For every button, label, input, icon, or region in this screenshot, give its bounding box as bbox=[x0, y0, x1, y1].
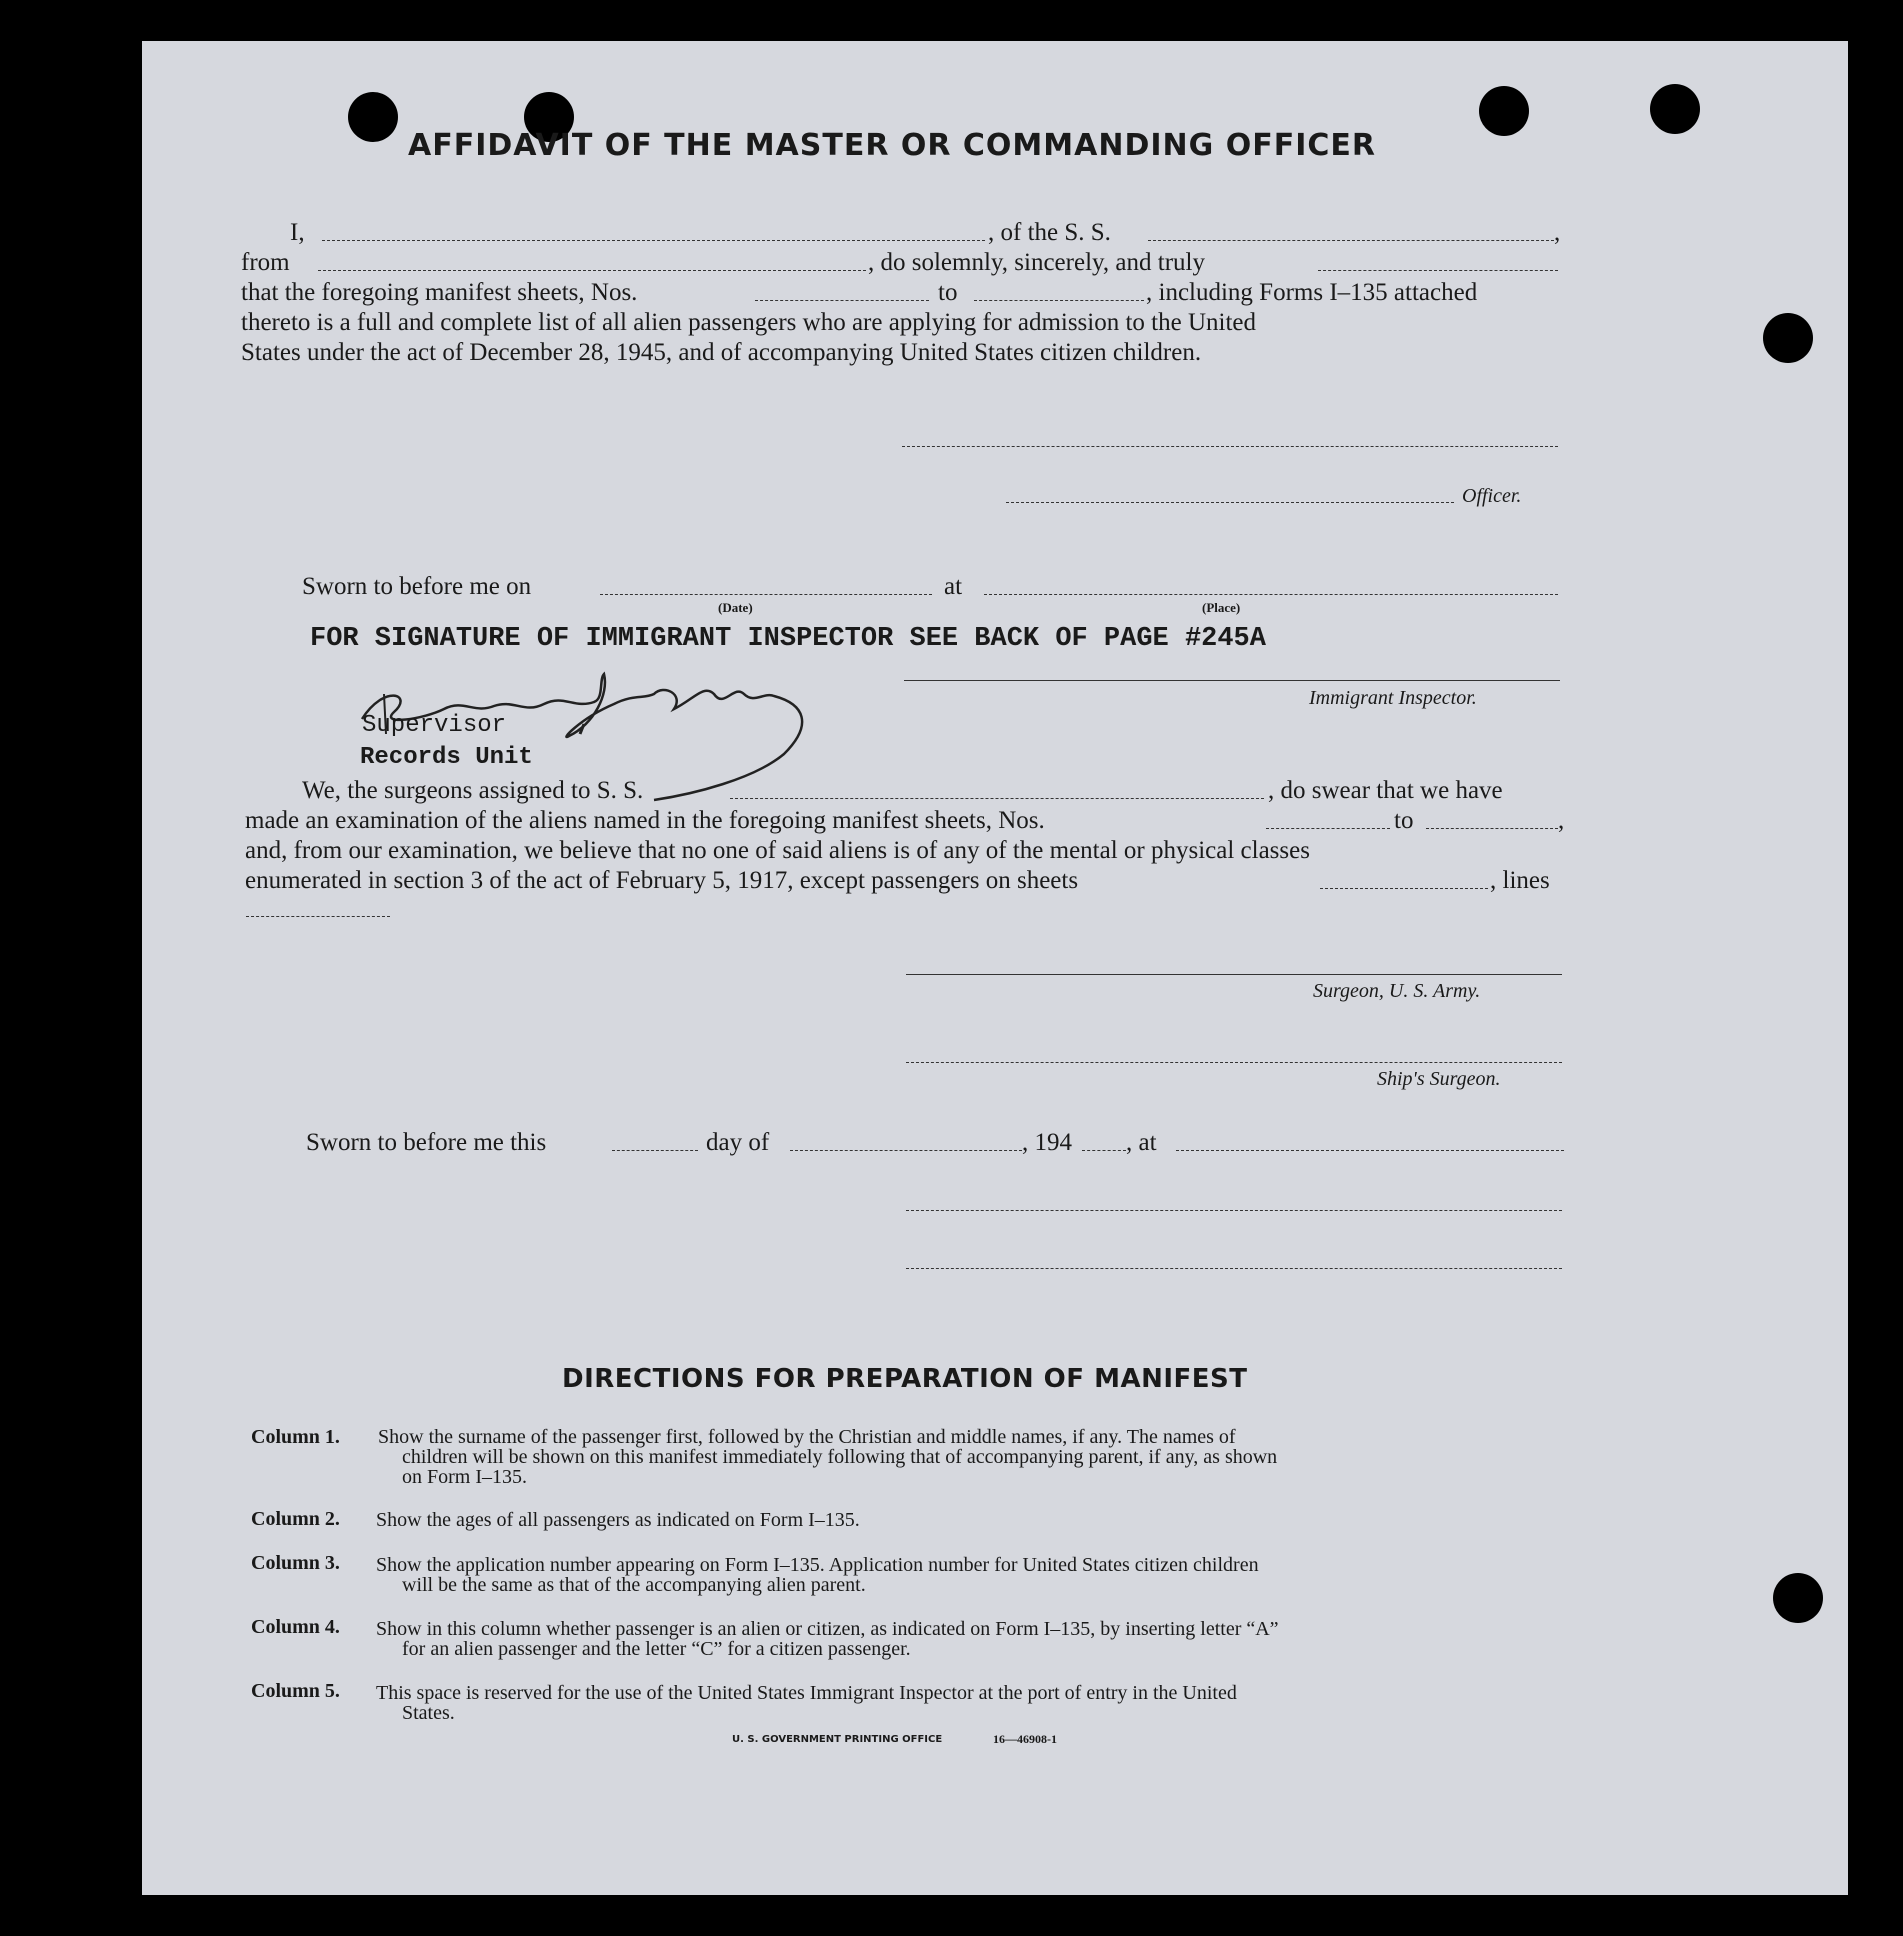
oath-field[interactable] bbox=[1318, 270, 1558, 271]
sworn1-text-b: at bbox=[944, 573, 963, 600]
master-line-5: States under the act of December 28, 1945, and of accompanying United States citizen children. bbox=[241, 339, 1202, 366]
except-lines-field[interactable] bbox=[246, 916, 390, 917]
surgeons-line-1b: , do swear that we have bbox=[1268, 777, 1503, 804]
surgeons-line-2b: to bbox=[1394, 807, 1414, 834]
date-caption: (Date) bbox=[718, 600, 753, 615]
army-surgeon-caption: Surgeon, U. S. Army. bbox=[1313, 980, 1481, 1002]
typed-title-records-unit: Records Unit bbox=[360, 744, 533, 771]
sheet-from-field[interactable] bbox=[755, 300, 929, 301]
column-4-line-1: Show in this column whether passenger is an alien or citizen, as indicated on Form I–135, by inserting letter “A” bbox=[376, 1618, 1279, 1640]
surgeons-sheet-to-field[interactable] bbox=[1426, 828, 1558, 829]
sworn1-text-a: Sworn to before me on bbox=[302, 573, 532, 600]
punch-hole-5 bbox=[1763, 313, 1813, 363]
typed-title-supervisor: Supervisor bbox=[362, 712, 507, 739]
sworn2-text-d: , at bbox=[1126, 1129, 1157, 1156]
sworn2-signature-line-2[interactable] bbox=[906, 1268, 1562, 1269]
master-line-2a: from bbox=[241, 249, 290, 276]
master-name-field[interactable] bbox=[322, 240, 985, 241]
column-3-line-2: will be the same as that of the accompanying alien parent. bbox=[402, 1574, 866, 1596]
place-caption: (Place) bbox=[1202, 600, 1241, 615]
master-signature-line[interactable] bbox=[902, 446, 1558, 447]
surgeons-line-2c: , bbox=[1558, 807, 1565, 834]
surgeons-line-1a: We, the surgeons assigned to S. S. bbox=[302, 777, 644, 804]
column-1-label: Column 1. bbox=[251, 1426, 340, 1448]
surgeons-sheet-from-field[interactable] bbox=[1266, 828, 1390, 829]
ship-surgeon-caption: Ship's Surgeon. bbox=[1377, 1068, 1501, 1090]
column-4-line-2: for an alien passenger and the letter “C” for a citizen passenger. bbox=[402, 1638, 911, 1660]
ship-name-field[interactable] bbox=[1148, 240, 1554, 241]
column-1-line-1: Show the surname of the passenger first, followed by the Christian and middle names, if any. The names of bbox=[378, 1426, 1236, 1448]
ship-surgeon-signature-line[interactable] bbox=[906, 1062, 1562, 1063]
punch-hole-1 bbox=[348, 92, 398, 142]
sworn2-text-b: day of bbox=[706, 1129, 770, 1156]
surgeons-line-3: and, from our examination, we believe that no one of said aliens is of any of the mental or physical classes bbox=[245, 837, 1310, 864]
inspector-caption: Immigrant Inspector. bbox=[1309, 687, 1477, 709]
surgeons-line-2a: made an examination of the aliens named in the foregoing manifest sheets, Nos. bbox=[245, 807, 1045, 834]
surgeons-line-4a: enumerated in section 3 of the act of February 5, 1917, except passengers on sheets bbox=[245, 867, 1079, 894]
column-2-line-1: Show the ages of all passengers as indicated on Form I–135. bbox=[376, 1509, 860, 1531]
directions-title: DIRECTIONS FOR PREPARATION OF MANIFEST bbox=[562, 1364, 1248, 1394]
punch-hole-6 bbox=[1773, 1573, 1823, 1623]
column-1-line-2: children will be shown on this manifest immediately following that of accompanying parent, if any, as shown bbox=[402, 1446, 1278, 1468]
sworn2-text-a: Sworn to before me this bbox=[306, 1129, 547, 1156]
sworn2-signature-line-1[interactable] bbox=[906, 1210, 1562, 1211]
column-3-line-1: Show the application number appearing on Form I–135. Application number for United States citizen children bbox=[376, 1554, 1259, 1576]
sworn1-place-field[interactable] bbox=[984, 594, 1558, 595]
master-line-1c: , bbox=[1554, 219, 1561, 246]
port-from-field[interactable] bbox=[318, 270, 866, 271]
inspector-stamp: FOR SIGNATURE OF IMMIGRANT INSPECTOR SEE BACK OF PAGE #245A bbox=[310, 624, 1266, 654]
column-5-label: Column 5. bbox=[251, 1680, 340, 1702]
sworn2-month-field[interactable] bbox=[790, 1150, 1022, 1151]
form-title: AFFIDAVIT OF THE MASTER OR COMMANDING OFFICER bbox=[408, 128, 1376, 163]
surgeons-line-4b: , lines bbox=[1490, 867, 1550, 894]
master-line-1b: , of the S. S. bbox=[988, 219, 1111, 246]
officer-signature-line[interactable] bbox=[1006, 502, 1454, 503]
column-3-label: Column 3. bbox=[251, 1552, 340, 1574]
form-code: 16—46908-1 bbox=[993, 1732, 1057, 1746]
army-surgeon-signature-line[interactable] bbox=[906, 974, 1562, 975]
column-4-label: Column 4. bbox=[251, 1616, 340, 1638]
sworn2-day-field[interactable] bbox=[612, 1150, 698, 1151]
master-line-3b: to bbox=[938, 279, 958, 306]
column-1-line-3: on Form I–135. bbox=[402, 1466, 527, 1488]
master-line-1a: I, bbox=[290, 219, 305, 246]
master-line-3c: , including Forms I–135 attached bbox=[1146, 279, 1478, 306]
punch-hole-3 bbox=[1479, 86, 1529, 136]
column-5-line-1: This space is reserved for the use of the United States Immigrant Inspector at the port of entry in the United bbox=[376, 1682, 1237, 1704]
master-line-2b: , do solemnly, sincerely, and truly bbox=[868, 249, 1205, 276]
sworn2-year-field[interactable] bbox=[1082, 1150, 1126, 1151]
column-2-label: Column 2. bbox=[251, 1508, 340, 1530]
except-sheets-field[interactable] bbox=[1320, 888, 1488, 889]
master-line-3a: that the foregoing manifest sheets, Nos. bbox=[241, 279, 638, 306]
sworn2-place-field[interactable] bbox=[1176, 1150, 1564, 1151]
master-line-4: thereto is a full and complete list of all alien passengers who are applying for admission to the United bbox=[241, 309, 1257, 336]
printer-imprint: U. S. GOVERNMENT PRINTING OFFICE bbox=[732, 1734, 943, 1745]
column-5-line-2: States. bbox=[402, 1702, 455, 1724]
sworn2-text-c: , 194 bbox=[1022, 1129, 1072, 1156]
surgeons-ship-field[interactable] bbox=[730, 798, 1264, 799]
sheet-to-field[interactable] bbox=[974, 300, 1144, 301]
officer-caption: Officer. bbox=[1462, 485, 1522, 507]
inspector-signature-line[interactable] bbox=[904, 680, 1560, 681]
punch-hole-4 bbox=[1650, 84, 1700, 134]
sworn1-date-field[interactable] bbox=[600, 594, 932, 595]
